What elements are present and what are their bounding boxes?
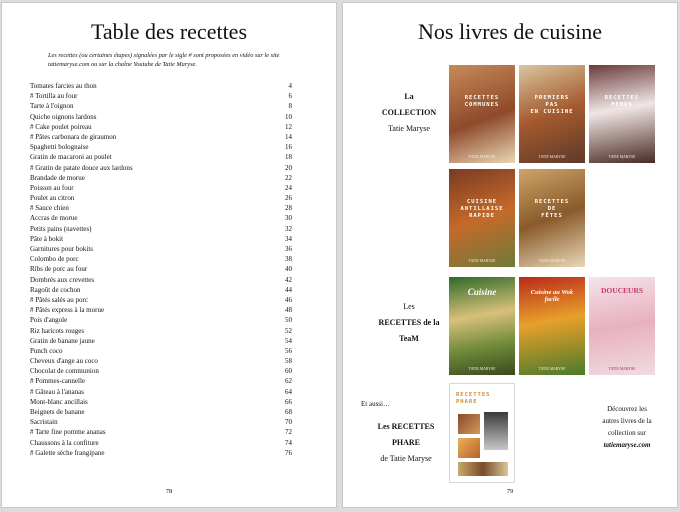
recipe-name: Spaghetti bolognaise [30, 143, 89, 152]
recipe-entry [30, 244, 292, 254]
recipe-page: 64 [285, 387, 292, 396]
recipe-name: # Pommes-cannelle [30, 377, 86, 386]
recipe-page: 66 [285, 397, 292, 406]
book-cover-recettes-communes[interactable]: RECETTES COMMUNES TATIE MARYSE [449, 65, 515, 163]
recipe-page: 70 [285, 418, 292, 427]
recipe-page: 54 [285, 336, 292, 345]
book-cover-recettes-de-fetes[interactable]: RECETTES DE FÊTES TATIE MARYSE [519, 169, 585, 267]
right-page [342, 2, 678, 508]
recipe-entry [30, 346, 292, 356]
recipe-page: 16 [285, 143, 292, 152]
recipe-entry [30, 91, 292, 101]
recipe-table [30, 81, 292, 458]
recipe-entry [30, 122, 292, 132]
recipe-name: # Cake poulet poireau [30, 122, 92, 131]
recipe-page: 18 [285, 153, 292, 162]
website-link[interactable]: tatiemaryse.com [603, 441, 651, 449]
recipe-page: 14 [285, 132, 292, 141]
recipe-entry [30, 438, 292, 448]
recipe-page: 36 [285, 245, 292, 253]
recipe-entry [30, 152, 292, 162]
recipe-entry [30, 203, 292, 213]
recipe-page: 74 [285, 438, 292, 447]
recipe-entry [30, 448, 292, 458]
recipe-name: Pois d'angole [30, 316, 68, 325]
recipe-entry [30, 163, 292, 173]
collection-label: La COLLECTION Tatie Maryse [381, 92, 437, 133]
chef-photo [484, 412, 508, 450]
page-title: Table des recettes [90, 19, 248, 44]
recipe-entry [30, 376, 292, 386]
recipe-page: 26 [285, 194, 292, 203]
recipe-entry [30, 112, 292, 122]
recipe-name: # Pâtés express à la morue [30, 306, 105, 315]
recipe-page: 4 [288, 82, 292, 90]
recipe-name: Riz haricots rouges [30, 326, 85, 335]
food-photo [458, 438, 480, 458]
recipe-name: Chaussons à la confiture [30, 438, 99, 447]
recipe-page: 58 [285, 357, 292, 366]
recipe-page: 50 [285, 316, 292, 325]
recipe-name: Ragoût de cochon [30, 285, 81, 294]
food-photo [458, 462, 508, 476]
recipe-name: # Gâteau à l'ananas [30, 387, 84, 396]
recipe-entry [30, 142, 292, 152]
recipe-name: Cheveux d'ange au coco [30, 357, 98, 366]
recipe-entry [30, 234, 292, 244]
recipe-page: 46 [285, 295, 292, 304]
recipe-entry [30, 356, 292, 366]
recipe-name: Colombo de porc [30, 255, 79, 264]
recipe-name: Garnitures pour bokits [30, 245, 93, 253]
recipe-name: Gratin de macaroni au poulet [30, 153, 112, 162]
recipe-entry [30, 183, 292, 193]
food-photo [458, 414, 480, 434]
page-number: 78 [165, 488, 173, 495]
book-cover-cuisine-antillaise[interactable]: CUISINE ANTILLAISE RAPIDE TATIE MARYSE [449, 169, 515, 267]
team-label: Les RECETTES de la TeaM [378, 302, 440, 343]
recipe-name: Poulet au citron [30, 194, 75, 203]
book-cover-recettes-phare[interactable]: RECETTES PHARE [449, 383, 515, 483]
recipe-page: 42 [285, 275, 292, 284]
intro-note: Les recettes (ou certaines étapes) signalées par le sigle # sont proposées en vidéo sur le site tatiemaryse.com ou sur la chaîne Youtube de Tatie Maryse. [48, 52, 280, 68]
recipe-entry [30, 366, 292, 376]
recipe-page: 56 [285, 346, 292, 355]
recipe-page: 12 [285, 122, 292, 131]
recipe-entry [30, 315, 292, 325]
recipe-name: Chocolat de communion [30, 367, 99, 376]
recipe-name: Gratin de banane jaune [30, 336, 95, 345]
recipe-name: # Galette sèche frangipane [30, 448, 105, 457]
recipe-name: Mont-blanc ancillais [30, 397, 88, 406]
recipe-name: Beignets de banane [30, 408, 85, 416]
recipe-page: 28 [285, 204, 292, 213]
recipe-name: # Sauce chien [30, 204, 69, 213]
recipe-name: Punch coco [30, 346, 63, 355]
book-cover-recettes-menus[interactable]: RECETTES MENUS TATIE MARYSE [589, 65, 655, 163]
recipe-page: 68 [285, 408, 292, 416]
recipe-entry [30, 326, 292, 336]
recipe-entry [30, 295, 292, 305]
discover-text: Découvrez les autres livres de la collection sur tatiemaryse.com [579, 403, 675, 451]
recipe-name: Petits pains (navettes) [30, 224, 92, 233]
recipe-name: # Pâtes carbonara de giraumon [30, 132, 117, 141]
recipe-page: 60 [285, 367, 292, 376]
recipe-page: 76 [285, 448, 292, 457]
recipe-page: 72 [285, 428, 292, 437]
recipe-page: 40 [285, 265, 292, 274]
recipe-entry [30, 264, 292, 274]
recipe-page: 48 [285, 306, 292, 315]
recipe-page: 38 [285, 255, 292, 264]
recipe-page: 52 [285, 326, 292, 335]
recipe-entry [30, 101, 292, 111]
phare-label: Les RECETTES PHARE de Tatie Maryse [377, 422, 435, 463]
recipe-page: 62 [285, 377, 292, 386]
book-cover-cuisine-team[interactable]: Cuisine TATIE MARYSE [449, 277, 515, 375]
recipe-page: 24 [285, 183, 292, 192]
recipe-page: 30 [285, 214, 292, 223]
recipe-name: Sacristain [30, 418, 58, 427]
recipe-name: Poisson au four [30, 183, 74, 192]
aussi-label: Et aussi… [361, 400, 390, 408]
recipe-name: Accras de morue [30, 214, 78, 223]
recipe-entry [30, 132, 292, 142]
recipe-page: 10 [285, 112, 292, 121]
recipe-entry [30, 305, 292, 315]
recipe-entry [30, 397, 292, 407]
recipe-page: 6 [288, 92, 292, 101]
recipe-name: Dombrés aux crevettes [30, 275, 95, 284]
recipe-entry [30, 81, 292, 91]
recipe-name: Quiche oignons lardons [30, 112, 97, 121]
recipe-name: # Pâtés salés au porc [30, 295, 88, 304]
recipe-entry [30, 387, 292, 397]
recipe-name: Ribs de porc au four [30, 265, 88, 274]
page-number: 79 [506, 488, 514, 495]
left-page [1, 2, 337, 508]
page-title: Nos livres de cuisine [418, 19, 602, 44]
recipe-entry [30, 275, 292, 285]
recipe-entry [30, 336, 292, 346]
book-cover-wok-facile[interactable]: Cuisine au Wok facile TATIE MARYSE [519, 277, 585, 375]
book-cover-premiers-pas[interactable]: PREMIERS PAS EN CUISINE TATIE MARYSE [519, 65, 585, 163]
recipe-page: 8 [288, 102, 292, 111]
recipe-page: 20 [285, 163, 292, 172]
recipe-name: # Gratin de patate douce aux lardons [30, 163, 133, 172]
recipe-entry [30, 407, 292, 417]
recipe-name: # Tortilla au four [30, 92, 78, 101]
recipe-page: 32 [285, 224, 292, 233]
recipe-entry [30, 213, 292, 223]
recipe-entry [30, 417, 292, 427]
recipe-entry [30, 254, 292, 264]
recipe-name: Tarte à l'oignon [30, 102, 74, 111]
recipe-name: Tomates farcies au thon [30, 82, 97, 90]
recipe-name: Brandade de morue [30, 173, 85, 182]
recipe-page: 44 [285, 285, 292, 294]
recipe-page: 34 [285, 234, 292, 243]
recipe-entry [30, 285, 292, 295]
recipe-page: 22 [285, 173, 292, 182]
recipe-name: # Tarte fine pomme ananas [30, 428, 106, 437]
book-cover-douceurs[interactable]: DOUCEURS TATIE MARYSE [589, 277, 655, 375]
recipe-entry [30, 224, 292, 234]
recipe-entry [30, 427, 292, 437]
recipe-entry [30, 193, 292, 203]
recipe-name: Pâte à bokit [30, 234, 64, 243]
recipe-entry [30, 173, 292, 183]
